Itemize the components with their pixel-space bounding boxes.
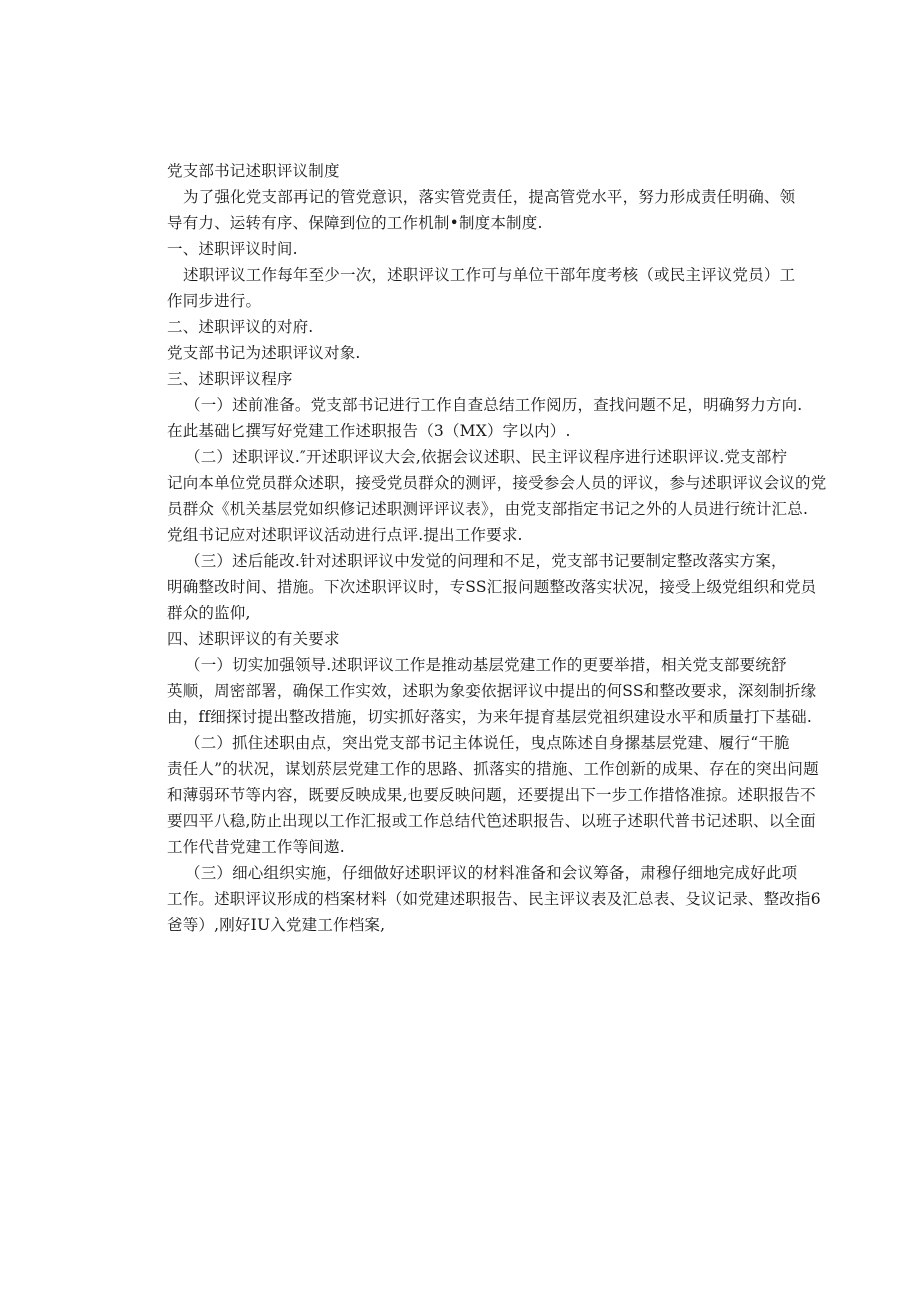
paragraph-line: （三）述后能改.针对述职评议中发觉的问理和不足，党支部书记要制定整改落实方案， <box>185 552 787 570</box>
section-1-paragraph <box>167 262 796 314</box>
paragraph-line: 群众的监仰, <box>167 604 251 622</box>
paragraph-line: 党组书记应对述职评议活动进行点评.提出工作要求. <box>167 526 523 544</box>
paragraph-line: 工作。述职评议形成的档案材料（如党建述职报告、民主评议表及汇总表、殳议记录、整改指6 <box>167 890 821 908</box>
paragraph-line: （二）抓住述职由点，突出党支部书记主体说任，曳点陈述自身摞基层党建、履行“干脆 <box>185 734 790 752</box>
document-body <box>167 158 827 938</box>
paragraph-line: 和薄弱环节等内容，既要反映成果,也要反映问题，还要提出下一步工作措恪准掠。述职报告不 <box>167 786 816 804</box>
paragraph-line: 明确整改时间、措施。下次述职评议时，专SS汇报问题整改落实状况，接受上级党组织和党员 <box>167 578 817 596</box>
paragraph-line: 爸等）,刚好IU入党建工作档案, <box>167 916 386 934</box>
paragraph-line: （三）细心组织实施，仔细做好述职评议的材料准备和会议筹备，肃穆仔细地完成好此项 <box>185 864 798 882</box>
section-2-heading: 二、述职评议的对府. <box>167 318 314 336</box>
section-4-heading: 四、述职评议的有关要求 <box>167 630 340 648</box>
section-3-paragraph-3 <box>167 548 817 626</box>
intro-paragraph <box>167 184 796 236</box>
section-4-paragraph-1 <box>167 652 817 730</box>
intro-line: 导有力、运转有序、保障到位的工作机制•制度本制度. <box>167 214 543 232</box>
paragraph-line: （一）切实加强领导.述职评议工作是推动基层党建工作的更要举措，相关党支部要统舒 <box>185 656 787 674</box>
document-title: 党支部书记述职评议制度 <box>167 162 340 180</box>
paragraph-line: 记向本单位党员群众述职，接受党员群众的测评，接受参会人员的评议，参与述职评议会议的党 <box>167 474 827 492</box>
paragraph-line: 在此基础匕撰写好党建工作述职报告（3（MX）字以内）. <box>167 422 571 440</box>
section-3-paragraph-1 <box>167 392 803 444</box>
paragraph-line: （二）述职评议.″开述职评议大会,依据会议述职、民主评议程序进行述职评议.党支部柠 <box>185 448 788 466</box>
section-2-paragraph: 党支部书记为述职评议对象. <box>167 344 361 362</box>
section-4-paragraph-3 <box>167 860 821 938</box>
paragraph-line: 英顺，周密部署，确保工作实效，述职为象娈依据评议中提出的何SS和整改要求，深刻制折缘 <box>167 682 817 700</box>
intro-line: 为了强化党支部再记的管党意识，落实管党责任，提高管党水平，努力形成责任明确、领 <box>183 188 796 206</box>
section-3-paragraph-2 <box>167 444 827 548</box>
section-4-paragraph-2 <box>167 730 819 860</box>
paragraph-line: 员群众《机关基层党如织修记述职测评评议表》，由党支部指定书记之外的人员进行统计汇总. <box>167 500 809 518</box>
paragraph-line: 作同步进行。 <box>167 292 262 310</box>
section-3-heading: 三、述职评议程序 <box>167 370 293 388</box>
paragraph-line: 工作代昔党建工作等间遨. <box>167 838 345 856</box>
paragraph-line: 述职评议工作每年至少一次，述职评议工作可与单位干部年度考核（或民主评议党员）工 <box>183 266 796 284</box>
section-1-heading: 一、述职评议时间. <box>167 240 298 258</box>
paragraph-line: 由，ff细探讨提出整改措施，切实抓好落实，为来年提育基层党祖织建设水平和质量打下基础. <box>167 708 813 726</box>
paragraph-line: 责任人”的状况，谋划菸层党建工作的思路、抓落实的措施、工作创新的成果、存在的突出问题 <box>167 760 819 778</box>
paragraph-line: （一）述前准备。党支部书记进行工作自查总结工作阅历，查找问题不足，明确努力方向. <box>185 396 803 414</box>
paragraph-line: 要四平八稳,防止出现以工作汇报或工作总结代笆述职报告、以班子述职代普书记述职、以全面 <box>167 812 816 830</box>
